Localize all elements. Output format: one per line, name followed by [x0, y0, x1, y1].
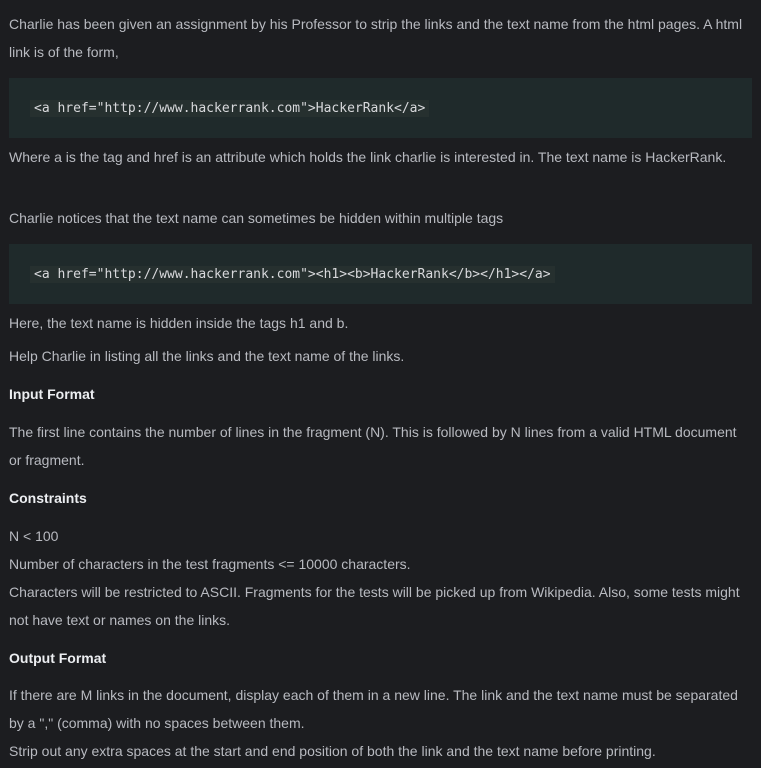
output-format-heading: Output Format [9, 650, 107, 666]
constraint-n: N < 100 [9, 528, 59, 544]
code-example-simple-text: <a href="http://www.hackerrank.com">HackerRank</a> [30, 100, 429, 117]
help-paragraph: Help Charlie in listing all the links and the text name of the links. [9, 348, 405, 364]
input-format-text: The first line contains the number of lines in the fragment (N). This is followed by N lines from a valid HTML document or fragment. [9, 424, 737, 468]
tag-explanation-paragraph: Where a is the tag and href is an attribute which holds the link charlie is interested in. The text name is HackerRank. [9, 149, 727, 165]
hidden-tags-paragraph: Charlie notices that the text name can sometimes be hidden within multiple tags [9, 210, 504, 226]
code-example-simple [9, 78, 752, 138]
intro-paragraph: Charlie has been given an assignment by his Professor to strip the links and the text name from the html pages. A html link is of the form, [9, 16, 743, 60]
here-paragraph: Here, the text name is hidden inside the tags h1 and b. [9, 315, 349, 331]
code-example-nested [9, 244, 752, 304]
constraint-ascii: Characters will be restricted to ASCII. Fragments for the tests will be picked up from Wikipedia. Also, some tests might not have text or names on the links. [9, 584, 740, 628]
code-example-nested-text: <a href="http://www.hackerrank.com"><h1><b>HackerRank</b></h1></a> [30, 266, 555, 283]
input-format-heading: Input Format [9, 386, 95, 402]
output-format-strip-text: Strip out any extra spaces at the start and end position of both the link and the text name before printing. [9, 743, 656, 759]
constraint-characters: Number of characters in the test fragments <= 10000 characters. [9, 556, 411, 572]
output-format-text: If there are M links in the document, display each of them in a new line. The link and the text name must be separated by a "," (comma) with no spaces between them. [9, 687, 738, 731]
constraints-heading: Constraints [9, 490, 87, 506]
